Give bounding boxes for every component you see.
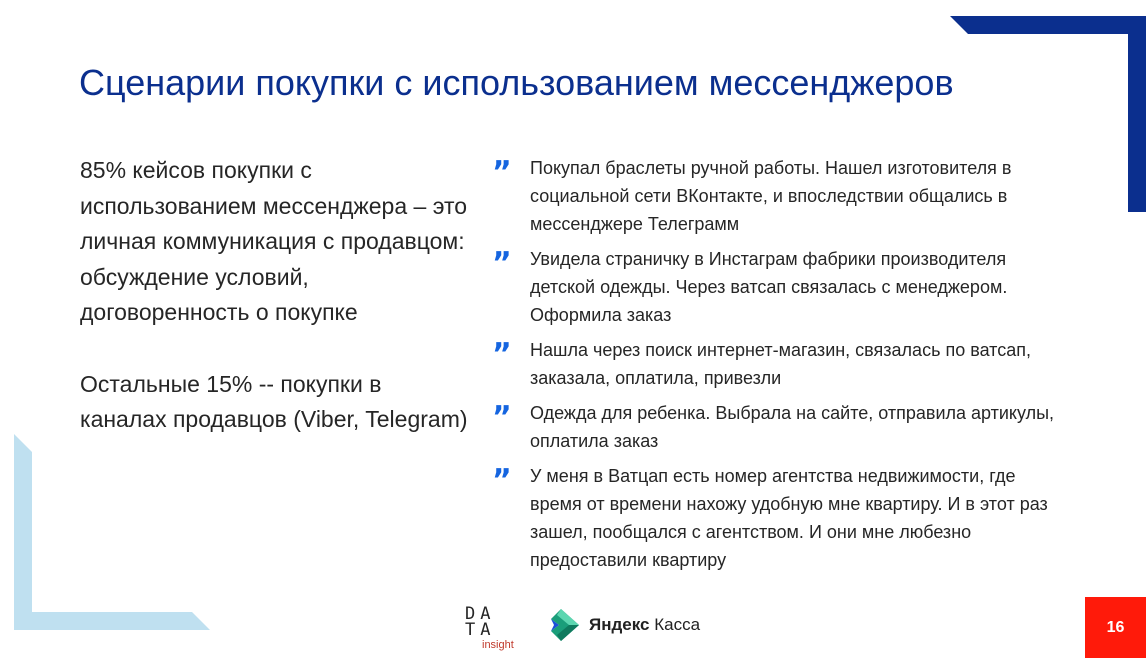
page-title: Сценарии покупки с использованием мессенджеров [79,62,954,103]
quote-item [492,399,1072,455]
page-number-badge: 16 [1085,597,1146,658]
quote-text: Увидела страничку в Инстаграм фабрики производителя детской одежды. Через ватсап связалась с менеджером. Оформила заказ [530,249,1008,325]
yandex-kassa-logo [551,607,700,643]
quote-icon: ” [492,155,510,190]
yandex-kassa-icon [551,607,583,643]
yandex-kassa-product: Касса [654,615,701,634]
data-insight-logo-line: DA [465,604,496,624]
quote-item [492,336,1072,392]
data-insight-logo-line: TA [465,620,496,640]
data-insight-logo [462,606,528,654]
yandex-kassa-brand: Яндекс [589,615,650,634]
quote-text: Покупал браслеты ручной работы. Нашел изготовителя в социальной сети ВКонтакте, и впоследствии общались в мессенджере Телеграмм [530,158,1012,234]
summary-text [80,153,470,438]
data-insight-logo-sub: insight [482,639,514,651]
yandex-kassa-logo-text [589,615,700,635]
quote-item [492,462,1072,574]
quote-item [492,245,1072,329]
quote-item [492,154,1072,238]
corner-decoration-bottom-left [14,434,210,630]
quote-icon: ” [492,246,510,281]
quote-icon: ” [492,337,510,372]
summary-paragraph: 85% кейсов покупки с использованием мессенджера – это личная коммуникация с продавцом: обсуждение условий, договоренность о покупке [80,157,468,325]
quote-icon: ” [492,463,510,498]
quote-text: Одежда для ребенка. Выбрала на сайте, отправила артикулы, оплатила заказ [530,403,1055,451]
quote-icon: ” [492,400,510,435]
summary-paragraph: Остальные 15% -- покупки в каналах продавцов (Viber, Telegram) [80,370,468,432]
quote-text: Нашла через поиск интернет-магазин, связалась по ватсап, заказала, оплатила, привезли [530,340,1031,388]
quote-list [492,154,1072,581]
quote-text: У меня в Ватцап есть номер агентства недвижимости, где время от времени нахожу удобную мне квартиру. И в этот раз зашел, пообщался с агентством. И они мне любезно предоставили квартиру [530,466,1048,570]
